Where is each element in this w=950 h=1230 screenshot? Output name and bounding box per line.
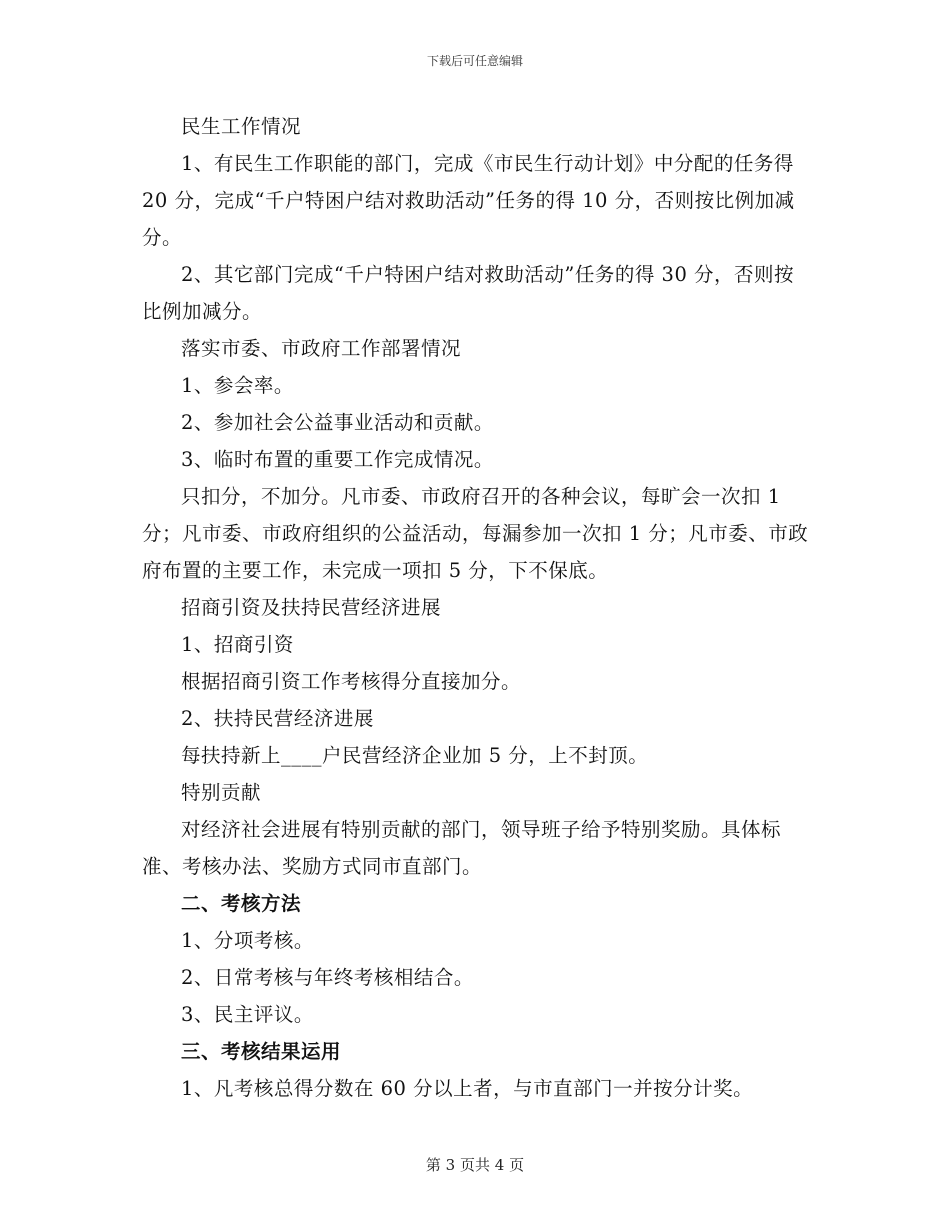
section-heading-method: 二、考核方法 [181, 892, 302, 915]
section-heading-contribution: 特别贡献 [181, 781, 262, 804]
page-footer: 第 3 页共 4 页 [425, 1156, 525, 1174]
section-heading-results: 三、考核结果运用 [181, 1040, 342, 1063]
paragraph-deployment-item-3: 3、临时布置的重要工作完成情况。 [181, 448, 494, 471]
paragraph-method-item-3: 3、民主评议。 [181, 1003, 314, 1026]
paragraph-contribution-rule: 对经济社会进展有特别贡献的部门，领导班子给予特别奖励。具体标准、考核办法、奖励方式同市直部门。 [142, 818, 782, 878]
paragraph-method-item-1: 1、分项考核。 [181, 929, 314, 952]
page-header: 下载后可任意编辑 [426, 54, 523, 68]
paragraph-deployment-rules: 只扣分，不加分。凡市委、市政府召开的各种会议，每旷会一次扣 1 分；凡市委、市政府组织的公益活动，每漏参加一次扣 1 分；凡市委、市政府布置的主要工作，未完成一项扣 5 分，下不保底。 [142, 485, 809, 582]
paragraph-investment-item-1: 1、招商引资 [181, 633, 294, 656]
paragraph-investment-rule-1: 根据招商引资工作考核得分直接加分。 [181, 670, 522, 693]
section-heading-livelihood: 民生工作情况 [181, 115, 302, 138]
paragraph-investment-item-2: 2、扶持民营经济进展 [181, 707, 374, 730]
paragraph-deployment-item-2: 2、参加社会公益事业活动和贡献。 [181, 411, 494, 434]
paragraph-livelihood-item-1: 1、有民生工作职能的部门，完成《市民生行动计划》中分配的任务得 20 分，完成“千户特困户结对救助活动”任务的得 10 分，否则按比例加减分。 [142, 152, 795, 249]
paragraph-livelihood-item-2: 2、其它部门完成“千户特困户结对救助活动”任务的得 30 分，否则按比例加减分。 [142, 263, 795, 323]
paragraph-results-item-1: 1、凡考核总得分数在 60 分以上者，与市直部门一并按分计奖。 [181, 1077, 754, 1100]
paragraph-deployment-item-1: 1、参会率。 [181, 374, 294, 397]
document-body [142, 108, 812, 1107]
paragraph-investment-rule-2: 每扶持新上____户民营经济企业加 5 分，上不封顶。 [181, 744, 649, 767]
section-heading-deployment: 落实市委、市政府工作部署情况 [181, 337, 462, 360]
paragraph-method-item-2: 2、日常考核与年终考核相结合。 [181, 966, 474, 989]
section-heading-investment: 招商引资及扶持民营经济进展 [181, 596, 442, 619]
